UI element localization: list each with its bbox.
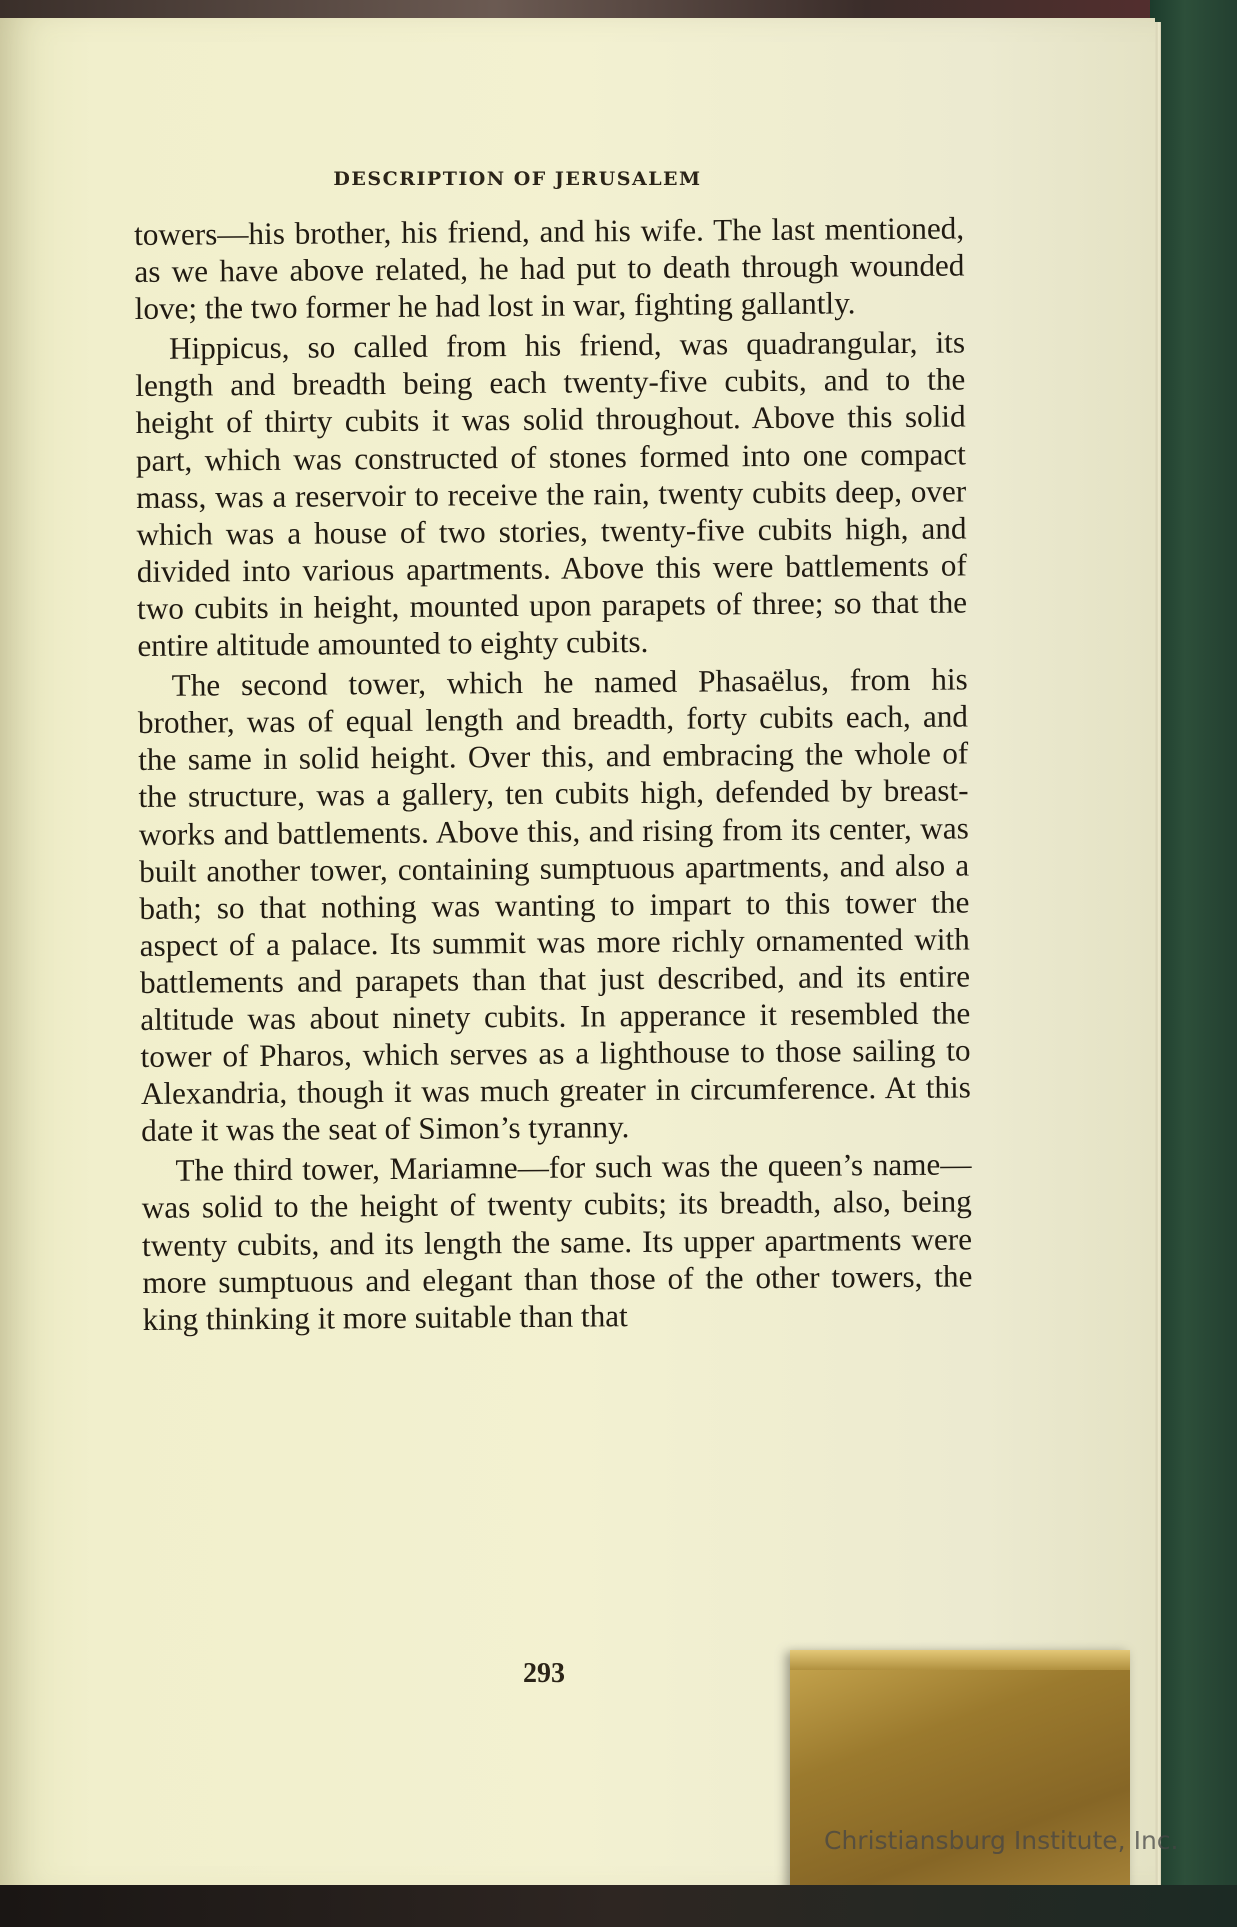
bottom-background — [0, 1885, 1237, 1927]
paragraph-2: Hippicus, so called from his friend, was quadrangular, its length and breadth being each twenty-five cubits, and to the height of thirty cubits it was solid throughout. Above this solid part, which was constructed of stones formed into one compact mass, was a reservoir to receive the rain, twenty cubits deep, over which was a house of two stories, twenty-five cubits high, and divided into various apartments. Above this were battlements of two cubits in height, mounted upon parapets of three; so that the entire altitude amounted to eighty cubits. — [135, 324, 968, 664]
running-head: DESCRIPTION OF JERUSALEM — [333, 168, 702, 190]
book-cover-edge — [1150, 0, 1237, 1927]
watermark-text: Christiansburg Institute, Inc. — [824, 1826, 1179, 1855]
paragraph-4: The third tower, Mariamne—for such was the queen’s name—was solid to the height of twenty cubits; its breadth, also, being twenty cubits, and its length the same. Its upper apartments were more sumptuous and elegant than those of the other towers, the king thinking it more suitable than that — [141, 1146, 973, 1337]
book-page — [0, 18, 1155, 1890]
gold-bookmark-tab — [790, 1650, 1130, 1900]
page-number: 293 — [523, 1658, 565, 1689]
paragraph-3: The second tower, which he named Phasaëlus, from his brother, was of equal length and breadth, forty cubits each, and the same in solid height. Over this, and embracing the whole of the structure, was a gallery, ten cubits high, defended by breast-works and battlements. Above this, and rising from its center, was built another tower, containing sumptuous apartments, and also a bath; so that nothing was wanting to impart to this tower the aspect of a palace. Its summit was more richly ornamented with battlements and parapets than that just described, and its entire altitude was about ninety cubits. In apperance it resembled the tower of Pharos, which serves as a lighthouse to those sailing to Alexandria, though it was much greater in circumference. At this date it was the seat of Simon’s tyranny. — [137, 661, 972, 1149]
text-body — [134, 209, 973, 1340]
paragraph-1: towers—his brother, his friend, and his wife. The last mentioned, as we have above related, he had put to death through wounded love; the two former he had lost in war, fighting gallantly. — [134, 210, 965, 327]
